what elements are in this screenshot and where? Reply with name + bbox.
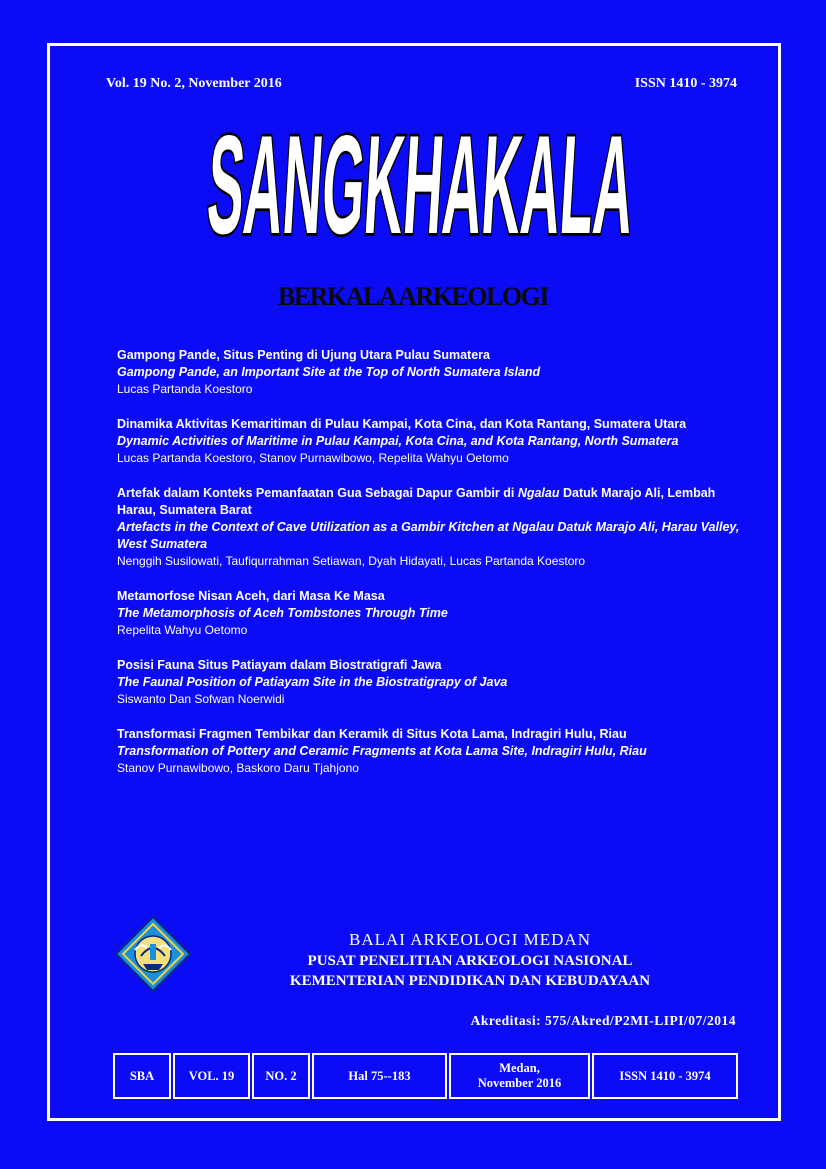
article-authors: Nenggih Susilowati, Taufiqurrahman Setiawan, Dyah Hidayati, Lucas Partanda Koestoro [117, 554, 586, 568]
info-date: November 2016 [477, 1076, 562, 1090]
info-place: Medan, [499, 1061, 540, 1075]
publisher-line-2: PUSAT PENELITIAN ARKEOLOGI NASIONAL [307, 953, 633, 969]
article-authors: Siswanto Dan Sofwan Noerwidi [117, 692, 285, 706]
tut-wuri-handayani-emblem-icon [113, 914, 193, 994]
publication-info-bar [113, 1053, 740, 1099]
article-entry [117, 657, 757, 708]
article-title-id: Metamorfose Nisan Aceh, dari Masa Ke Masa [117, 589, 385, 603]
article-title-id-part: Artefak dalam Konteks Pemanfaatan Gua Sebagai Dapur Gambir di [117, 486, 518, 500]
masthead-title-text: SANGKHAKALA [203, 107, 824, 264]
article-title-id-part: Datuk Marajo Ali, Lembah Harau, Sumatera Barat [117, 486, 716, 517]
volume-issue: Vol. 19 No. 2, November 2016 [106, 76, 282, 91]
article-authors: Repelita Wahyu Oetomo [117, 623, 248, 637]
article-entry [117, 485, 757, 570]
table-of-contents [117, 347, 757, 795]
article-title-id: Transformasi Fragmen Tembikar dan Keramik di Situs Kota Lama, Indragiri Hulu, Riau [117, 727, 627, 741]
publisher-line-1: BALAI ARKEOLOGI MEDAN [349, 930, 591, 949]
masthead-title [200, 107, 824, 268]
article-title-id: Dinamika Aktivitas Kemaritiman di Pulau Kampai, Kota Cina, dan Kota Rantang, Sumatera Utara [117, 417, 687, 431]
info-cell-issn: ISSN 1410 - 3974 [592, 1053, 738, 1099]
article-title-en: Transformation of Pottery and Ceramic Fragments at Kota Lama Site, Indragiri Hulu, Riau [117, 744, 647, 758]
article-entry [117, 347, 757, 398]
article-title-en: The Faunal Position of Patiayam Site in the Biostratigrapy of Java [117, 675, 508, 689]
article-title-en: Dynamic Activities of Maritime in Pulau Kampai, Kota Cina, and Kota Rantang, North Sumatera [117, 434, 679, 448]
article-authors: Stanov Purnawibowo, Baskoro Daru Tjahjono [117, 761, 359, 775]
article-title-id: Posisi Fauna Situs Patiayam dalam Biostratigrafi Jawa [117, 658, 442, 672]
emblem-graphic [113, 914, 193, 994]
masthead-subtitle: BERKALA ARKEOLOGI [278, 282, 548, 311]
article-entry [117, 588, 757, 639]
article-title-id-italic: Ngalau [517, 486, 560, 500]
article-title-en: Gampong Pande, an Important Site at the Top of North Sumatera Island [117, 365, 541, 379]
header-issn: ISSN 1410 - 3974 [634, 76, 737, 91]
article-title-id [117, 485, 757, 519]
article-entry [117, 416, 757, 467]
article-title-en: Artefacts in the Context of Cave Utilization as a Gambir Kitchen at Ngalau Datuk Marajo Ali, Harau Valley, West Sumatera [117, 520, 740, 551]
info-cell-code: SBA [113, 1053, 171, 1099]
publisher-line-3: KEMENTERIAN PENDIDIKAN DAN KEBUDAYAAN [289, 973, 651, 989]
accreditation-number: Akreditasi: 575/Akred/P2MI-LIPI/07/2014 [470, 1013, 736, 1028]
info-cell-pages: Hal 75--183 [312, 1053, 447, 1099]
article-title-en: The Metamorphosis of Aceh Tombstones Through Time [117, 606, 448, 620]
info-cell-volume: VOL. 19 [173, 1053, 250, 1099]
article-entry [117, 726, 757, 777]
info-cell-number: NO. 2 [252, 1053, 310, 1099]
article-authors: Lucas Partanda Koestoro [117, 382, 253, 396]
masthead-title-graphic [200, 107, 824, 268]
info-cell-place-date [449, 1053, 590, 1099]
article-authors: Lucas Partanda Koestoro, Stanov Purnawibowo, Repelita Wahyu Oetomo [117, 451, 509, 465]
article-title-id: Gampong Pande, Situs Penting di Ujung Utara Pulau Sumatera [117, 348, 490, 362]
